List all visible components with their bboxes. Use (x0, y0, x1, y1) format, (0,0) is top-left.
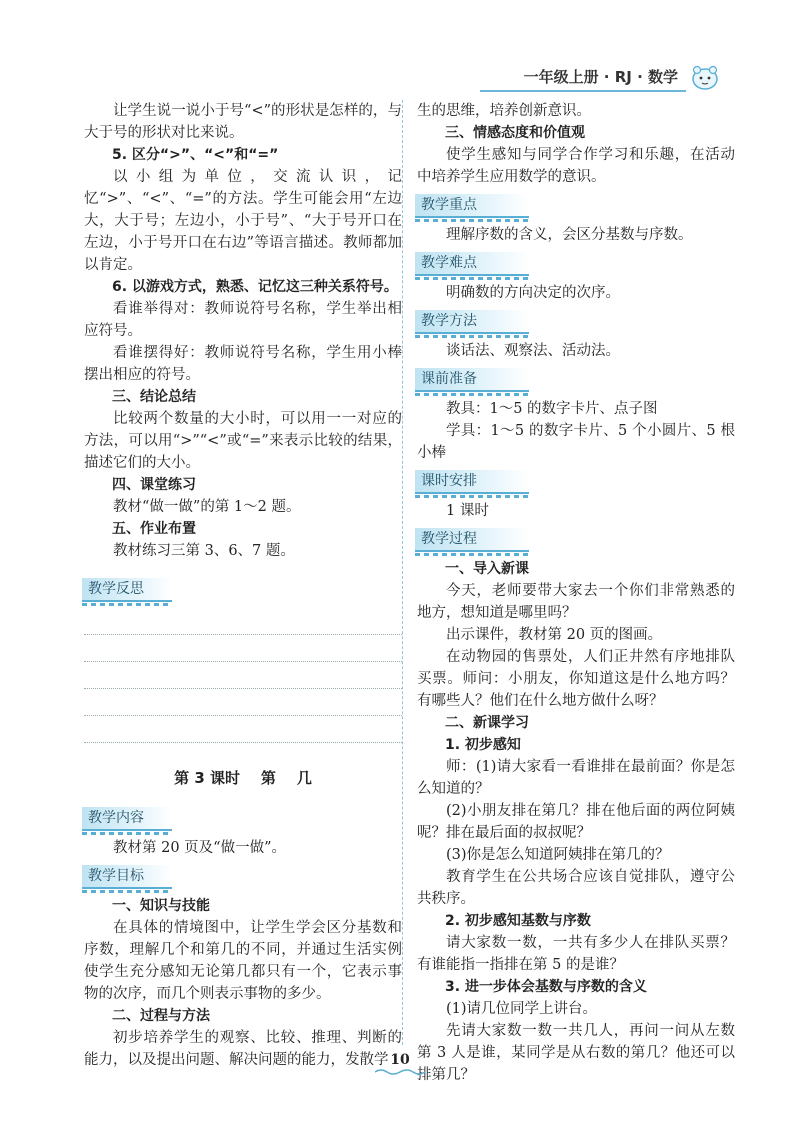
section-tag-schedule: 课时安排 (415, 470, 529, 494)
writing-line (84, 635, 402, 662)
running-header (480, 62, 720, 92)
section-tag-key-points: 教学重点 (415, 194, 529, 218)
section-heading: 五、作业布置 (112, 521, 196, 537)
right-column (417, 100, 735, 1086)
paragraph: 明确数的方向决定的次序。 (446, 285, 620, 301)
section-tag-difficulties: 教学难点 (415, 252, 529, 276)
paragraph: 教材第 20 页及“做一做”。 (113, 840, 286, 856)
section-tag-methods: 教学方法 (415, 310, 529, 334)
section-heading: 三、结论总结 (112, 389, 196, 405)
section-heading: 2. 初步感知基数与序数 (445, 913, 591, 929)
paragraph: 今天，老师要带大家去一个你们非常熟悉的地方，想知道是哪里吗？ (417, 583, 735, 621)
paragraph: 谈话法、观察法、活动法。 (446, 343, 620, 359)
section-heading: 四、课堂练习 (112, 477, 196, 493)
paragraph: 生的思维，培养创新意识。 (417, 103, 591, 119)
mascot-icon (690, 64, 720, 90)
section-heading: 二、过程与方法 (112, 1008, 210, 1024)
section-tag-reflection: 教学反思 (82, 578, 172, 602)
paragraph: 比较两个数量的大小时，可以用一一对应的方法，可以用“>”“<”或“=”来表示比较的结果，描述它们的大小。 (84, 411, 402, 471)
paragraph: (2)小朋友排在第几？排在他后面的两位阿姨呢？排在最后面的叔叔呢？ (417, 803, 735, 841)
page-footer (0, 1052, 800, 1076)
paragraph: 请大家数一数，一共有多少人在排队买票？有谁能指一指排在第 5 的是谁？ (417, 935, 735, 973)
writing-line (84, 716, 402, 743)
section-heading: 一、导入新课 (445, 561, 529, 577)
paragraph: 出示课件，教材第 20 页的图画。 (446, 627, 663, 643)
writing-line (84, 689, 402, 716)
lesson-title: 第 3 课时 第 几 (174, 769, 312, 787)
wave-ornament-icon (375, 1068, 425, 1076)
paragraph: 初步培养学生的观察、比较、推理、判断的能力，以及提出问题、解决问题的能力，发散学 (84, 1030, 402, 1068)
paragraph: 教具：1～5 的数字卡片、点子图 (446, 401, 658, 417)
section-heading: 6. 以游戏方式，熟悉、记忆这三种关系符号。 (112, 279, 398, 295)
section-tag-goals: 教学目标 (82, 865, 172, 889)
left-column (84, 100, 402, 1071)
section-heading: 三、情感态度和价值观 (445, 125, 585, 141)
paragraph: 先请大家数一数一共几人，再问一问从左数第 3 人是谁，某同学是从右数的第几？他还可以排第几？ (417, 1023, 735, 1083)
section-heading: 一、知识与技能 (112, 898, 210, 914)
paragraph: 看谁摆得好：教师说符号名称，学生用小棒摆出相应的符号。 (84, 345, 402, 383)
paragraph: 理解序数的含义，会区分基数与序数。 (446, 227, 693, 243)
paragraph: 师：(1)请大家看一看谁排在最前面？你是怎么知道的？ (417, 759, 735, 797)
header-title: 一年级上册 · RJ · 数学 (523, 68, 678, 86)
paragraph: 以小组为单位，交流认识，记忆“>”、“<”、“=”的方法。学生可能会用“左边大，大于号；左边小，小于号”、“大于号开口在左边，小于号开口在右边”等语言描述。教师都加以肯定。 (84, 169, 402, 273)
writing-line (84, 608, 402, 635)
paragraph: 在具体的情境图中，让学生学会区分基数和序数，理解几个和第几的不同，并通过生活实例使学生充分感知无论第几都只有一个，它表示事物的次序，而几个则表示事物的多少。 (84, 920, 402, 1002)
section-heading: 1. 初步感知 (445, 737, 521, 753)
reflection-block (84, 572, 402, 743)
section-tag-content: 教学内容 (82, 807, 172, 831)
section-heading: 二、新课学习 (445, 715, 529, 731)
paragraph: 让学生说一说小于号“<”的形状是怎样的，与大于号的形状对比来说。 (84, 103, 402, 141)
section-tag-preparation: 课前准备 (415, 368, 529, 392)
paragraph: 教材练习三第 3、6、7 题。 (113, 543, 295, 559)
paragraph: 使学生感知与同学合作学习和乐趣，在活动中培养学生应用数学的意识。 (417, 147, 735, 185)
paragraph: 教材“做一做”的第 1～2 题。 (113, 499, 301, 515)
writing-line (84, 662, 402, 689)
header-rule (480, 90, 686, 92)
section-heading: 3. 进一步体会基数与序数的含义 (445, 979, 647, 995)
paragraph: 教育学生在公共场合应该自觉排队，遵守公共秩序。 (417, 869, 735, 907)
paragraph: 学具：1～5 的数字卡片、5 个小圆片、5 根小棒 (417, 423, 735, 461)
paragraph: 看谁举得对：教师说符号名称，学生举出相应符号。 (84, 301, 402, 339)
paragraph: 1 课时 (446, 503, 489, 519)
column-divider (402, 100, 403, 1045)
paragraph: (1)请几位同学上讲台。 (446, 1001, 598, 1017)
section-tag-procedure: 教学过程 (415, 528, 529, 552)
paragraph: 在动物园的售票处，人们正井然有序地排队买票。师问：小朋友，你知道这是什么地方吗？有哪些人？他们在什么地方做什么呀？ (417, 649, 735, 709)
section-heading: 5. 区分“>”、“<”和“=” (112, 147, 279, 163)
paragraph: (3)你是怎么知道阿姨排在第几的？ (446, 847, 670, 863)
page-number: 10 (390, 1052, 410, 1068)
